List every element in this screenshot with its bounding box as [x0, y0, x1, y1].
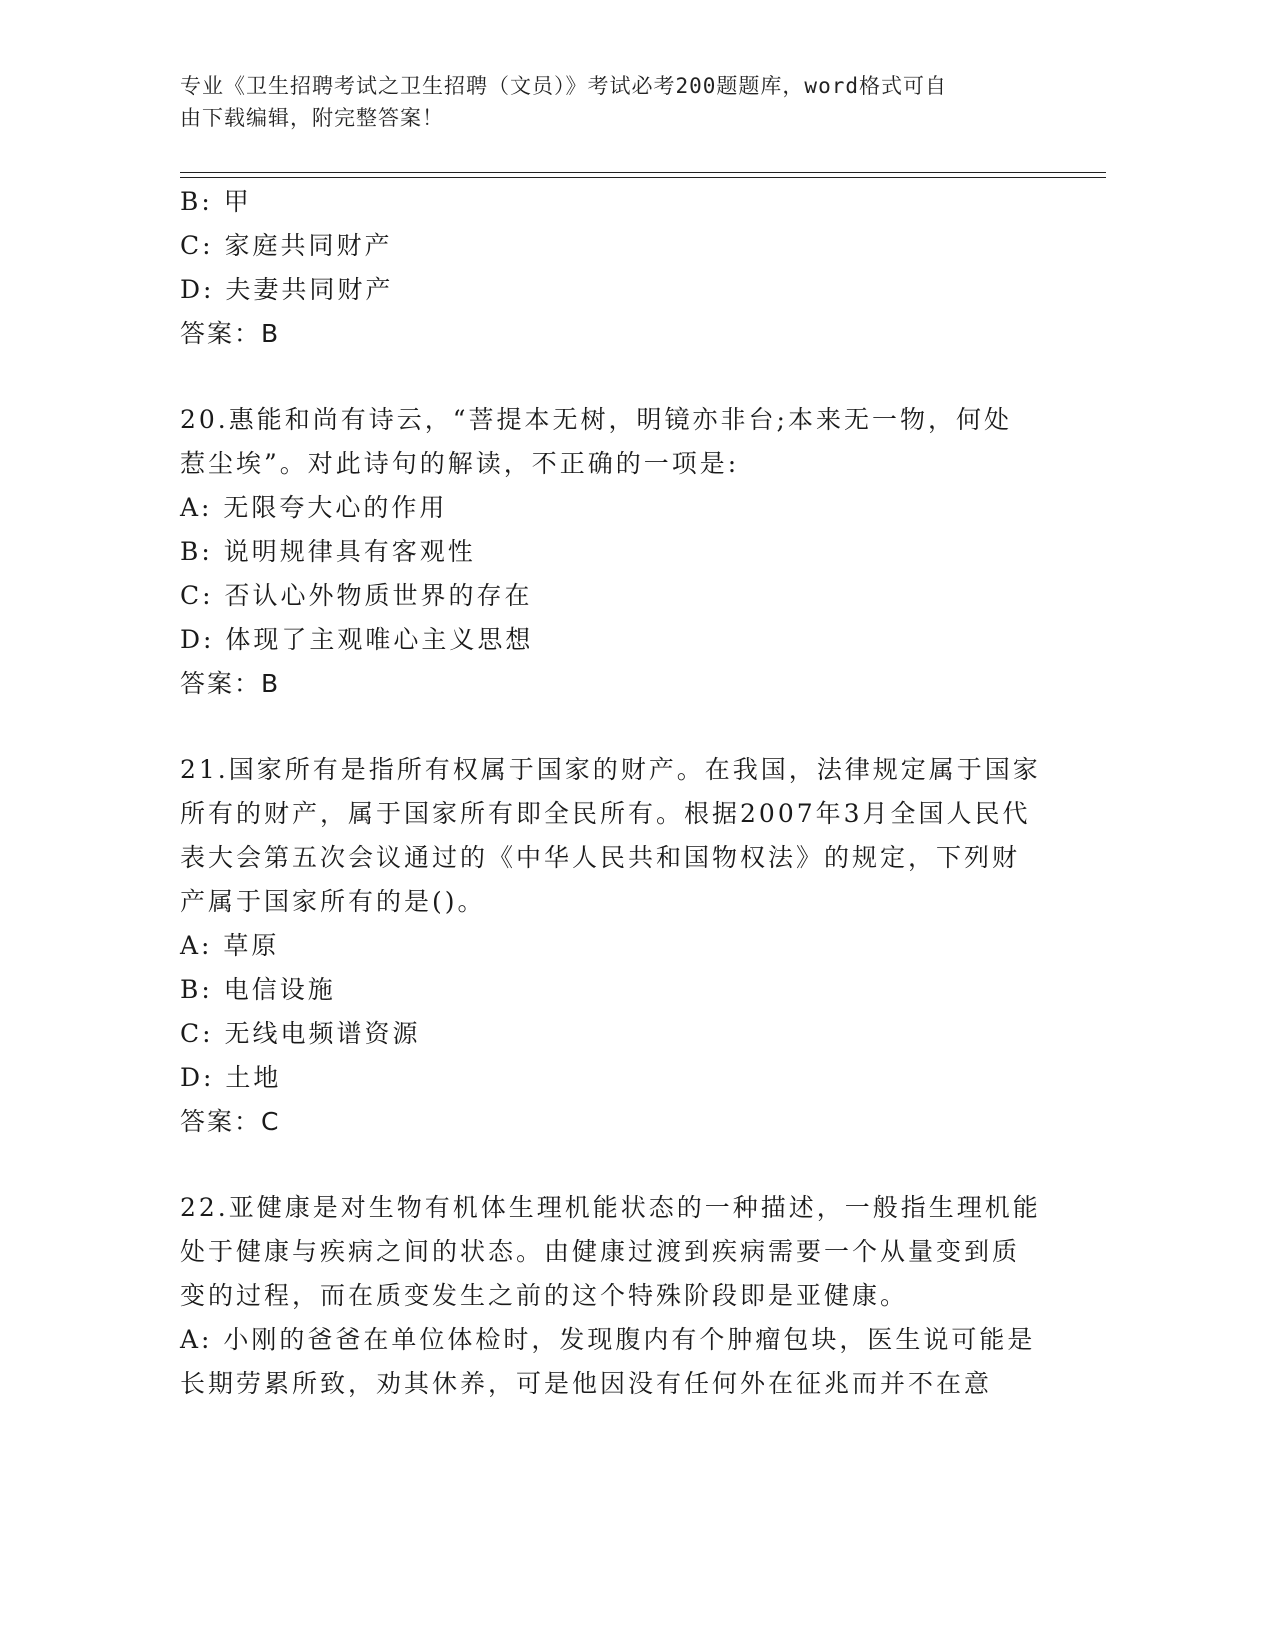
- option-b: B: 说明规律具有客观性: [180, 537, 476, 566]
- header-divider: [180, 172, 1106, 178]
- header-line-2: 由下载编辑，附完整答案！: [180, 106, 444, 130]
- option-d: D: 夫妻共同财产: [180, 275, 394, 304]
- question-stem-line: 20.惠能和尚有诗云，“菩提本无树，明镜亦非台;本来无一物，何处: [180, 405, 1012, 434]
- question-22: [180, 1186, 1040, 1406]
- question-stem-line: 变的过程，而在质变发生之前的这个特殊阶段即是亚健康。: [180, 1281, 909, 1310]
- option-b: B: 电信设施: [180, 975, 336, 1004]
- spacer: [180, 356, 1040, 398]
- answer-line: 答案：C: [180, 1107, 281, 1136]
- question-stem-line: 处于健康与疾病之间的状态。由健康过渡到疾病需要一个从量变到质: [180, 1237, 1021, 1266]
- question-stem-line: 所有的财产，属于国家所有即全民所有。根据2007年3月全国人民代: [180, 799, 1031, 828]
- question-21: [180, 748, 1040, 1144]
- option-a: A: 无限夸大心的作用: [180, 493, 448, 522]
- option-a: A: 小刚的爸爸在单位体检时，发现腹内有个肿瘤包块，医生说可能是: [180, 1325, 1036, 1354]
- question-stem-line: 22.亚健康是对生物有机体生理机能状态的一种描述，一般指生理机能: [180, 1193, 1041, 1222]
- question-stem-line: 产属于国家所有的是()。: [180, 887, 486, 916]
- question-20: [180, 398, 1040, 706]
- option-b: B: 甲: [180, 187, 252, 216]
- answer-line: 答案：B: [180, 669, 281, 698]
- answer-line: 答案：B: [180, 319, 281, 348]
- document-header: [180, 70, 1060, 134]
- option-c: C: 家庭共同财产: [180, 231, 393, 260]
- header-line-1: 专业《卫生招聘考试之卫生招聘（文员）》考试必考200题题库，word格式可自: [180, 74, 947, 98]
- option-d: D: 土地: [180, 1063, 282, 1092]
- option-a-continuation: 长期劳累所致，劝其休养，可是他因没有任何外在征兆而并不在意: [180, 1369, 993, 1398]
- document-body: [180, 180, 1040, 1406]
- question-stem-line: 惹尘埃”。对此诗句的解读，不正确的一项是:: [180, 449, 740, 478]
- option-c: C: 否认心外物质世界的存在: [180, 581, 533, 610]
- option-c: C: 无线电频谱资源: [180, 1019, 421, 1048]
- spacer: [180, 706, 1040, 748]
- option-d: D: 体现了主观唯心主义思想: [180, 625, 534, 654]
- spacer: [180, 1144, 1040, 1186]
- question-stem-line: 表大会第五次会议通过的《中华人民共和国物权法》的规定，下列财: [180, 843, 1021, 872]
- question-19-continuation: [180, 180, 1040, 356]
- question-stem-line: 21.国家所有是指所有权属于国家的财产。在我国，法律规定属于国家: [180, 755, 1041, 784]
- option-a: A: 草原: [180, 931, 280, 960]
